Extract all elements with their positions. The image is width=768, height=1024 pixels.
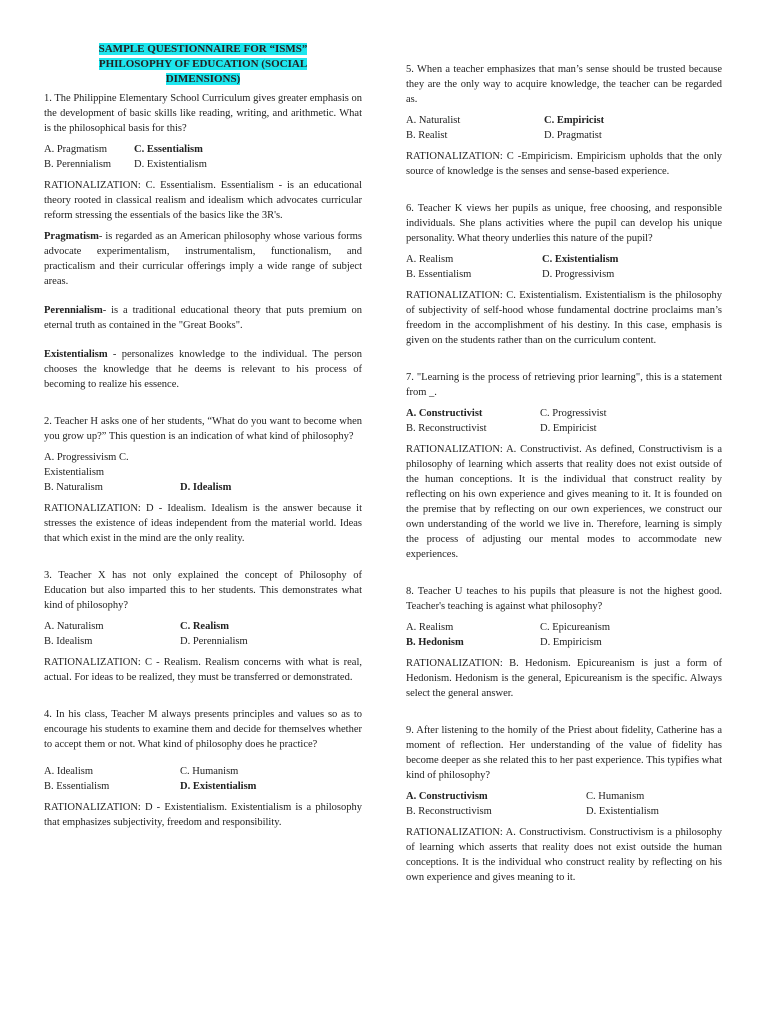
q5-option-a: A. Naturalist bbox=[406, 115, 461, 126]
existentialism-term: Existentialism bbox=[44, 349, 108, 360]
q2-rationalization: RATIONALIZATION: D - Idealism. Idealism is the answer because it stresses the existence of ideas independent from the material world. Ideas that which exist in the mind are the only reality. bbox=[44, 503, 362, 544]
left-column bbox=[44, 40, 362, 830]
q8-rationalization: RATIONALIZATION: B. Hedonism. Epicureanism is just a form of Hedonism. Hedonism is the general, Epicureanism is the specific. Always select the general answer. bbox=[406, 658, 722, 699]
q9-rationalization: RATIONALIZATION: A. Constructivism. Constructivism is a philosophy of learning which asserts that reality does not exist outside the human conceptions. It is the individual who construct reality by reflecting on his own experience and gives meaning to it. bbox=[406, 827, 722, 883]
existentialism-text: - personalizes knowledge to the individual. The person chooses the knowledge that he deems is relevant to his process of becoming to realize his essence. bbox=[44, 349, 362, 390]
q6-options bbox=[406, 252, 722, 282]
q4-option-c: C. Humanism bbox=[180, 766, 239, 777]
q5-rationalization: RATIONALIZATION: C -Empiricism. Empiricism upholds that the only source of knowledge is the senses and sense-based experience. bbox=[406, 151, 722, 177]
q5-option-c: C. Empiricist bbox=[544, 115, 605, 126]
q8-option-c: C. Epicureanism bbox=[540, 622, 610, 633]
q6-option-b: B. Essentialism bbox=[406, 269, 472, 280]
perennialism-text: - is a traditional educational theory that puts premium on eternal truth as contained in the "Great Books". bbox=[44, 305, 362, 331]
q7-question: 7. "Learning is the process of retrieving prior learning", this is a statement from _. bbox=[406, 372, 722, 398]
q8-options bbox=[406, 620, 722, 650]
q8-option-d: D. Empiricism bbox=[540, 637, 602, 648]
q7-option-a: A. Constructivist bbox=[406, 408, 483, 419]
q7-option-d: D. Empiricist bbox=[540, 423, 597, 434]
q8-option-b: B. Hedonism bbox=[406, 637, 464, 648]
q1-existentialism-note bbox=[44, 347, 362, 392]
q3-option-c: C. Realism bbox=[180, 621, 229, 632]
q4-option-d: D. Existentialism bbox=[180, 781, 257, 792]
pragmatism-term: Pragmatism bbox=[44, 231, 99, 242]
q1-options bbox=[44, 142, 362, 172]
q3-option-a: A. Naturalism bbox=[44, 621, 104, 632]
q1-pragmatism-note bbox=[44, 229, 362, 289]
q8-option-a: A. Realism bbox=[406, 622, 454, 633]
q6-rationalization: RATIONALIZATION: C. Existentialism. Existentialism is the philosophy of subjectivity of self-hood whose fundamental doctrine proclaims man’s freedom in the accomplishment of his destiny. In this case, emphasis is given on the students rather than on the curriculum content. bbox=[406, 290, 722, 346]
q3-rationalization: RATIONALIZATION: C - Realism. Realism concerns with what is real, actual. For ideas to be realized, they must be transferred or demonstrated. bbox=[44, 657, 362, 683]
q2-question: 2. Teacher H asks one of her students, “What do you want to become when you grow up?” This question is an indication of what kind of philosophy? bbox=[44, 416, 362, 442]
q5-option-d: D. Pragmatist bbox=[544, 130, 602, 141]
q8-question: 8. Teacher U teaches to his pupils that pleasure is not the highest good. Teacher's teaching is against what philosophy? bbox=[406, 586, 722, 612]
q1-rationalization: RATIONALIZATION: C. Essentialism. Essentialism - is an educational theory rooted in classical realism and idealism which advocates curricular reform stressing the essentials of the basics like the 3R's. bbox=[44, 180, 362, 221]
q6-question: 6. Teacher K views her pupils as unique, free choosing, and responsible individuals. She plans activities where the pupil can develop his unique personality. What theory underlies this nature of the pupil? bbox=[406, 203, 722, 244]
q1-option-c: C. Essentialism bbox=[134, 144, 203, 155]
q9-options bbox=[406, 789, 722, 819]
q4-options bbox=[44, 764, 362, 794]
perennialism-term: Perennialism bbox=[44, 305, 103, 316]
q4-question: 4. In his class, Teacher M always presents principles and values so as to encourage his students to examine them and decide for themselves whether to accept them or not. What kind of philosophy does he practice? bbox=[44, 709, 362, 750]
q9-option-d: D. Existentialism bbox=[586, 806, 659, 817]
q3-option-d: D. Perennialism bbox=[180, 636, 248, 647]
q1-option-b: B. Perennialism bbox=[44, 159, 112, 170]
page-title bbox=[87, 42, 319, 87]
q2-option-a: A. Progressivism C. Existentialism bbox=[44, 452, 129, 478]
q7-options bbox=[406, 406, 722, 436]
q9-option-a: A. Constructivism bbox=[406, 791, 488, 802]
q4-option-b: B. Essentialism bbox=[44, 781, 110, 792]
q2-options bbox=[44, 450, 362, 495]
q3-options bbox=[44, 619, 362, 649]
q6-option-a: A. Realism bbox=[406, 254, 454, 265]
title-text: SAMPLE QUESTIONNAIRE FOR “ISMS” PHILOSOPHY OF EDUCATION (SOCIAL DIMENSIONS) bbox=[98, 43, 308, 85]
q9-question: 9. After listening to the homily of the Priest about fidelity, Catherine has a moment of reflection. Her understanding of the value of fidelity has become deeper as she related this to her past experience. This typifies what kind of philosophy? bbox=[406, 725, 722, 781]
q7-option-b: B. Reconstructivist bbox=[406, 423, 487, 434]
q5-question: 5. When a teacher emphasizes that man’s sense should be trusted because they are the only way to acquire knowledge, the teacher can be regarded as. bbox=[406, 64, 722, 105]
q9-option-c: C. Humanism bbox=[586, 791, 645, 802]
q5-option-b: B. Realist bbox=[406, 130, 448, 141]
q3-option-b: B. Idealism bbox=[44, 636, 93, 647]
q4-option-a: A. Idealism bbox=[44, 766, 93, 777]
q7-rationalization: RATIONALIZATION: A. Constructivist. As defined, Constructivism is a philosophy of learning which asserts that reality does not exist outside of the human conceptions. It is the individual that construct reality by reflecting on his own experience and gives meaning to it. It is founded on the premise that by reflecting on our own experiences, we construct our own understanding of the world we live in. Therefore, learning is simply the process of adjusting our mental modes to accommodate new experiences. bbox=[406, 444, 722, 560]
q9-option-b: B. Reconstructivism bbox=[406, 806, 492, 817]
q1-option-d: D. Existentialism bbox=[134, 159, 207, 170]
q1-option-a: A. Pragmatism bbox=[44, 144, 107, 155]
q3-question: 3. Teacher X has not only explained the concept of Philosophy of Education but also imparted this to her students. This demonstrates what kind of philosophy? bbox=[44, 570, 362, 611]
q4-rationalization: RATIONALIZATION: D - Existentialism. Existentialism is a philosophy that emphasizes subjectivity, freedom and responsibility. bbox=[44, 802, 362, 828]
q6-option-c: C. Existentialism bbox=[542, 254, 619, 265]
q6-option-d: D. Progressivism bbox=[542, 269, 615, 280]
right-column bbox=[406, 62, 722, 885]
q2-option-b: B. Naturalism bbox=[44, 482, 103, 493]
q2-option-d: D. Idealism bbox=[180, 482, 232, 493]
q5-options bbox=[406, 113, 722, 143]
q1-perennialism-note bbox=[44, 303, 362, 333]
q7-option-c: C. Progressivist bbox=[540, 408, 607, 419]
pragmatism-text: - is regarded as an American philosophy whose various forms advocate experimentalism, instrumentalism, functionalism, and practicalism and their curricular offerings imply a wide range of subject areas. bbox=[44, 231, 362, 287]
q1-question: 1. The Philippine Elementary School Curriculum gives greater emphasis on the development of basic skills like reading, writing, and arithmetic. What is the philosophical basis for this? bbox=[44, 93, 362, 134]
